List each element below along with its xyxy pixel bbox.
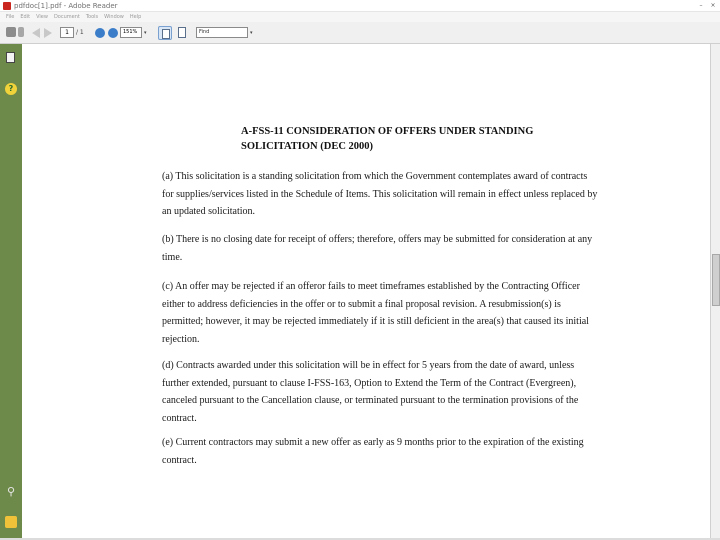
paperclip-icon[interactable]: ⚲ xyxy=(6,485,16,498)
minimize-button[interactable]: – xyxy=(699,2,703,9)
menu-help[interactable]: Help xyxy=(129,14,142,20)
page-number-input[interactable]: 1 xyxy=(60,27,74,38)
pdf-page xyxy=(22,44,710,538)
window-controls xyxy=(696,1,718,10)
pages-panel-icon[interactable] xyxy=(6,52,15,63)
save-icon[interactable] xyxy=(18,27,24,37)
menu-bar xyxy=(0,12,720,22)
zoom-dropdown-icon[interactable]: ▾ xyxy=(144,30,147,36)
menu-file[interactable]: File xyxy=(6,14,15,20)
paragraph-e: (e) Current contractors may submit a new offer as early as 9 months prior to the expiration of the existing contract. xyxy=(162,437,584,466)
page-count: / 1 xyxy=(76,29,84,36)
print-icon[interactable] xyxy=(6,27,16,37)
paragraph-b: (b) There is no closing date for receipt of offers; therefore, offers may be submitted for consideration at any time. xyxy=(162,234,593,263)
menu-window[interactable]: Window xyxy=(104,14,124,20)
toolbar xyxy=(0,22,720,44)
navigation-pane xyxy=(0,44,22,538)
close-button[interactable]: × xyxy=(710,2,716,9)
zoom-out-icon[interactable] xyxy=(95,28,105,38)
fit-page-icon[interactable] xyxy=(158,26,172,40)
title-bar xyxy=(0,0,720,12)
zoom-in-icon[interactable] xyxy=(108,28,118,38)
next-page-icon[interactable] xyxy=(44,28,52,38)
previous-page-icon[interactable] xyxy=(32,28,40,38)
help-icon[interactable]: ? xyxy=(5,83,17,95)
scrollbar-thumb[interactable] xyxy=(712,254,720,306)
document-title: A-FSS-11 CONSIDERATION OF OFFERS UNDER STANDING SOLICITATION (DEC 2000) xyxy=(241,126,534,152)
paragraph-d: (d) Contracts awarded under this solicitation will be in effect for 5 years from the date of award, unless further extended, pursuant to clause I-FSS-163, Option to Extend the Term of the Contract (Evergreen), canceled pursuant to the Cancellation clause, or terminated pursuant to the termination provisions of the contract. xyxy=(162,360,579,424)
zoom-level-input[interactable]: 151% xyxy=(120,27,142,38)
find-dropdown-icon[interactable]: ▾ xyxy=(250,30,253,36)
menu-document[interactable]: Document xyxy=(53,14,80,20)
menu-view[interactable]: View xyxy=(36,14,48,20)
vertical-scrollbar[interactable] xyxy=(710,44,720,538)
adobe-reader-icon xyxy=(3,2,11,10)
paragraph-a: (a) This solicitation is a standing solicitation from which the Government contemplates award of contracts for supplies/services listed in the Schedule of Items. This solicitation will remain in effect unless replaced by an updated solicitation. xyxy=(162,171,598,217)
comments-icon[interactable] xyxy=(5,516,17,528)
document-area[interactable] xyxy=(22,44,710,538)
find-input[interactable]: Find xyxy=(196,27,248,38)
window-title: pdfdoc[1].pdf - Adobe Reader xyxy=(14,2,118,10)
paragraph-c: (c) An offer may be rejected if an offeror fails to meet timeframes established by the Contracting Officer either to address deficiencies in the offer or to submit a final proposal revision. A resubmission(s) is permitted; however, it may be rejected immediately if it is still deficient in the area(s) that caused its initial rejection. xyxy=(162,281,589,345)
menu-tools[interactable]: Tools xyxy=(85,14,99,20)
fit-width-icon[interactable] xyxy=(178,27,186,38)
menu-edit[interactable]: Edit xyxy=(20,14,31,20)
